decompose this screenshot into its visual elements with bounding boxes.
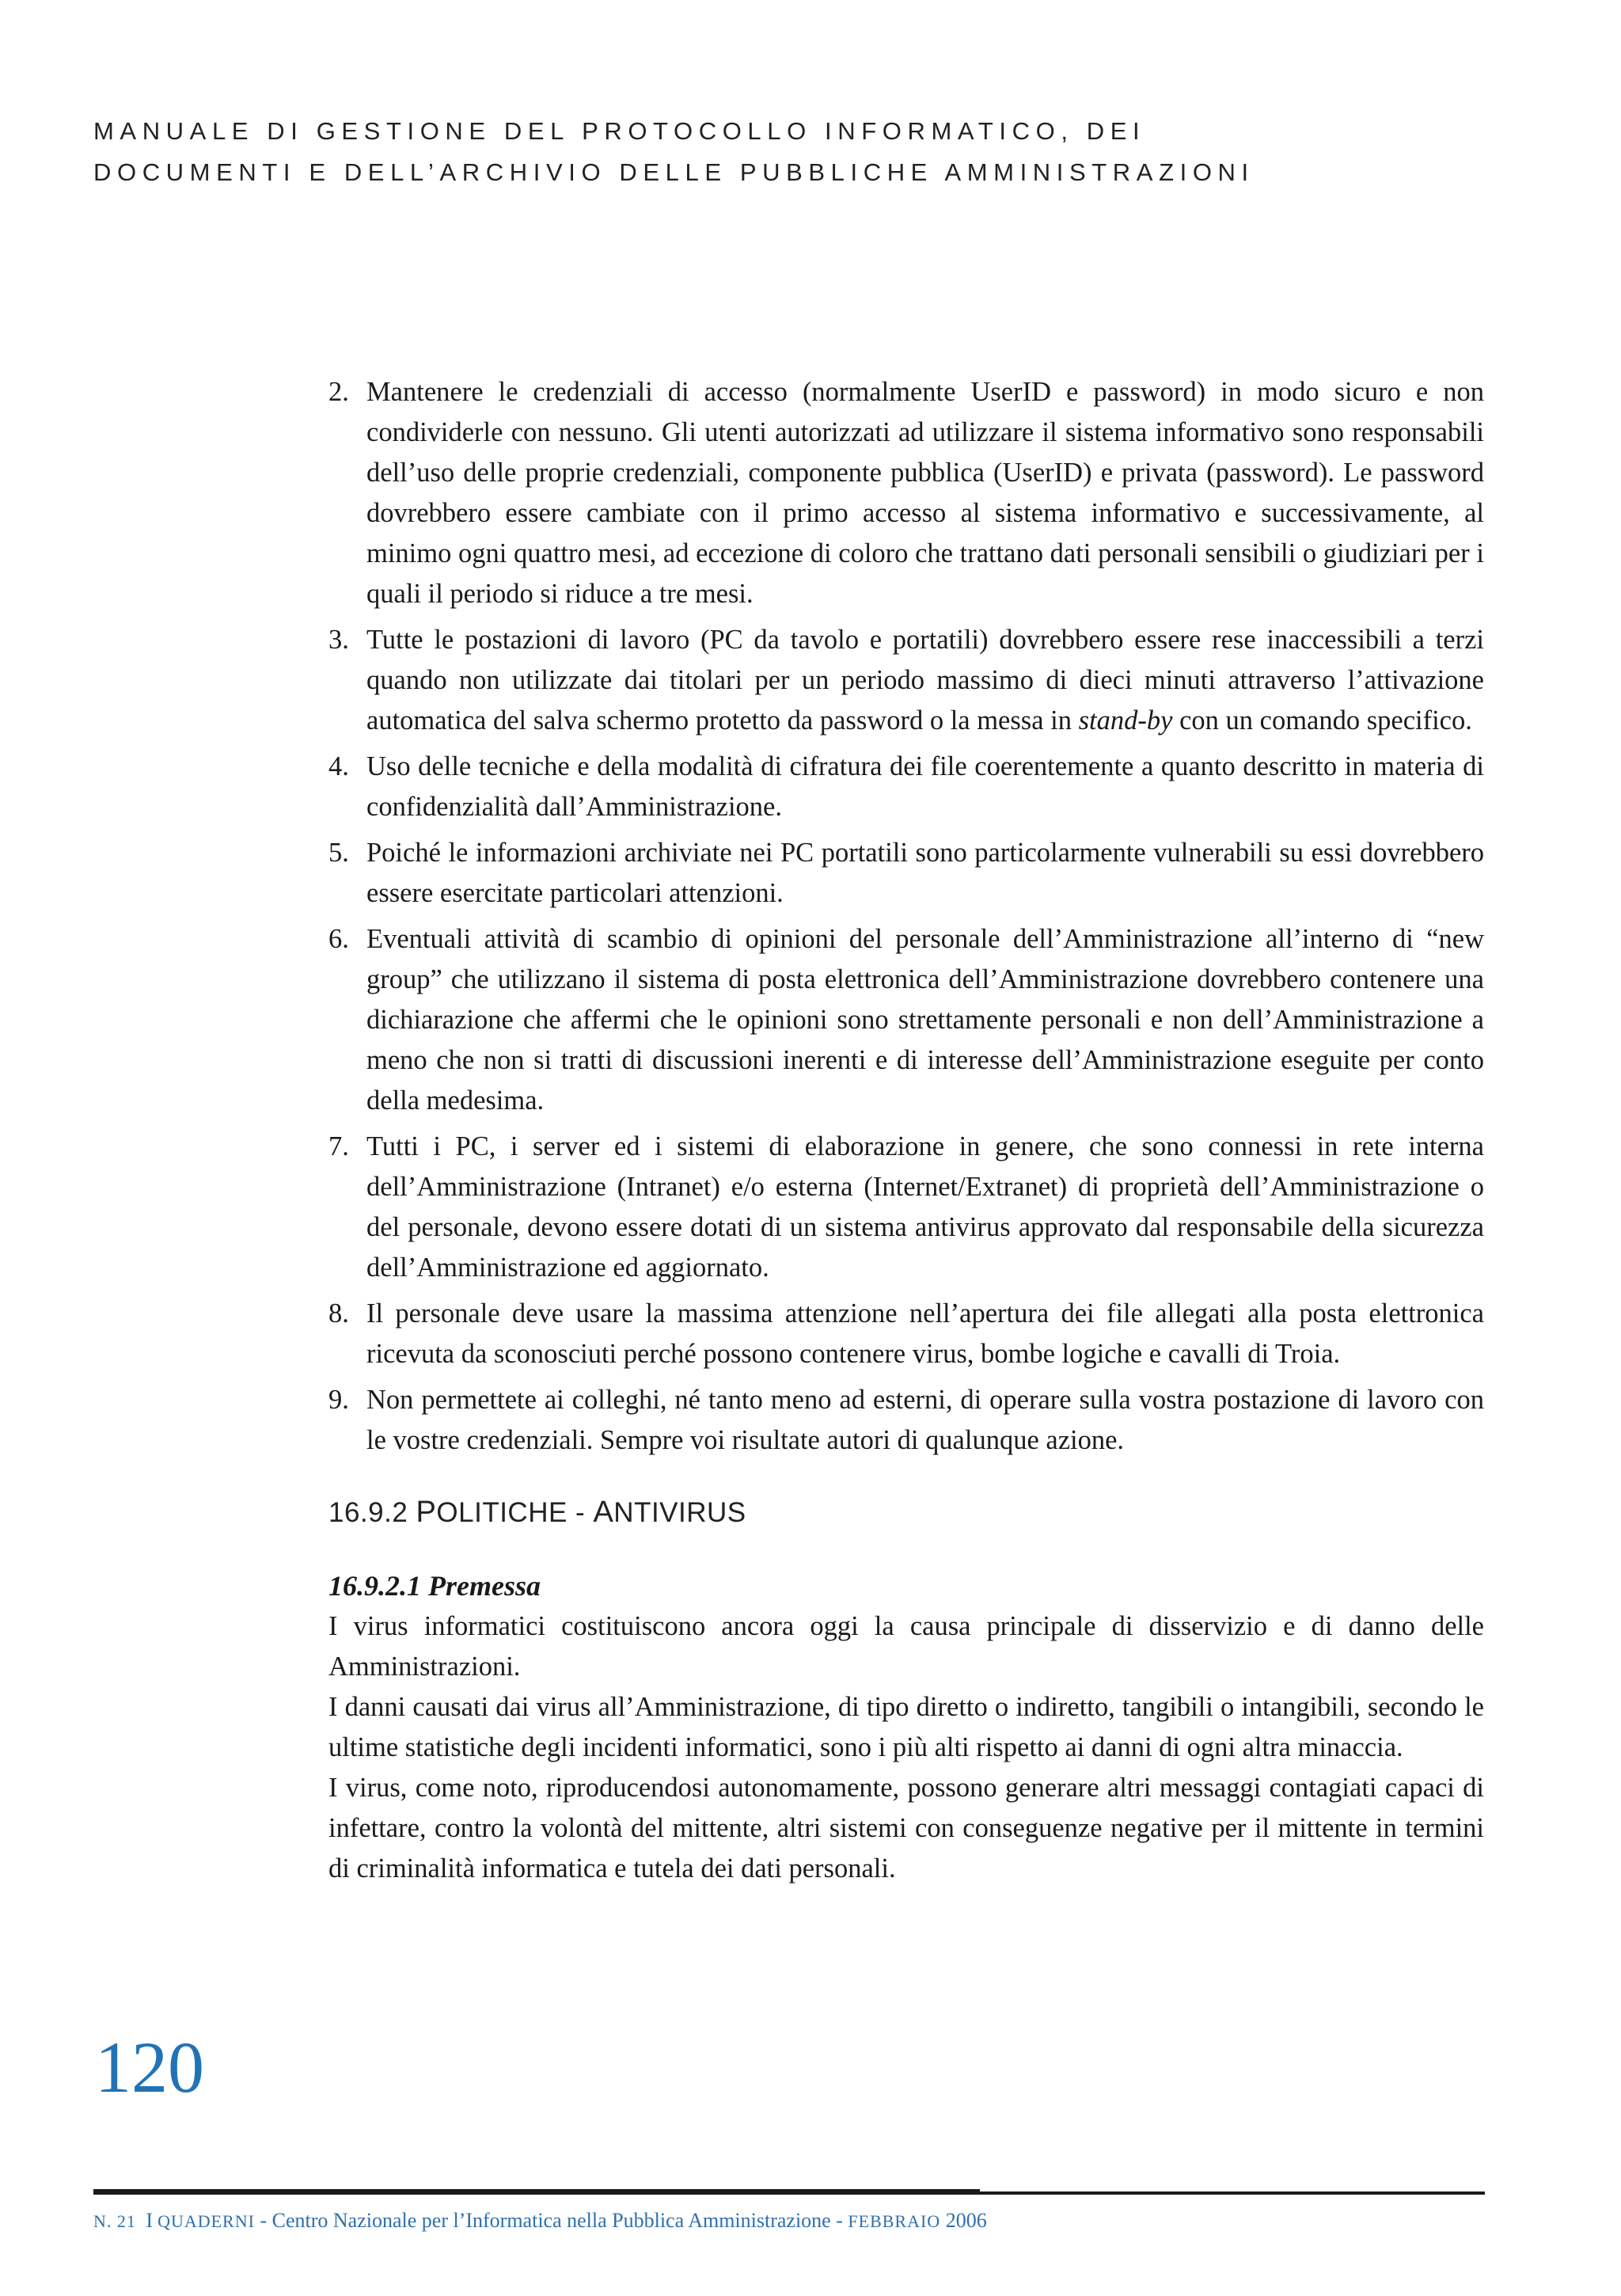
running-header <box>93 111 1502 193</box>
section-title-initial: A <box>593 1496 614 1529</box>
list-text: Tutte le postazioni di lavoro (PC da tavolo e portatili) dovrebbero essere rese inaccessibili a terzi quando non utilizzate dai titolari per un periodo massimo di dieci minuti attraverso l’attivazione automatica del salva schermo protetto da password o la messa in <box>366 625 1484 736</box>
footer-month: FEBBRAIO <box>848 2211 941 2231</box>
section-heading <box>328 1492 1484 1533</box>
list-number: 3. <box>328 625 349 655</box>
list-item <box>328 919 1484 1121</box>
footer-separator: I <box>146 2209 154 2232</box>
list-item <box>328 1294 1484 1374</box>
section-title-initial: P <box>416 1496 437 1529</box>
paragraph: I virus, come noto, riproducendosi autonomamente, possono generare altri messaggi contagiati capaci di infettare, contro la volontà del mittente, altri sistemi con conseguenze negative per il mittente in termini di criminalità informatica e tutela dei dati personali. <box>328 1773 1484 1884</box>
list-item <box>328 1127 1484 1288</box>
section-title-separator: - <box>567 1497 594 1528</box>
footer-dash: - <box>254 2209 272 2232</box>
list-text: Tutti i PC, i server ed i sistemi di elaborazione in genere, che sono connessi in rete interna dell’Amministrazione (Intranet) e/o esterna (Internet/Extranet) di proprietà dell’Amministrazione o del personale, devono essere dotati di un sistema antivirus approvato dal responsabile della sicurezza dell’Amministrazione ed aggiornato. <box>366 1131 1484 1283</box>
footer-org: Centro Nazionale per l’Informatica nella Pubblica Amministrazione <box>271 2209 831 2232</box>
section-title-rest: OLITICHE <box>436 1497 568 1528</box>
paragraph: I virus informatici costituiscono ancora oggi la causa principale di disservizio e di danno delle Amministrazioni. <box>328 1611 1484 1682</box>
page-number: 120 <box>95 2027 204 2108</box>
footer-rule <box>93 2191 1485 2195</box>
list-text: Il personale deve usare la massima attenzione nell’apertura dei file allegati alla posta elettronica ricevuta da sconosciuti perché possono contenere virus, bombe logiche e cavalli di Troia. <box>366 1298 1484 1369</box>
numbered-list <box>328 372 1484 1461</box>
list-text: Uso delle tecniche e della modalità di cifratura dei file coerentemente a quanto descritto in materia di confidenzialità dall’Amministrazione. <box>366 751 1484 822</box>
section-number: 16.9.2 <box>328 1497 408 1528</box>
list-number: 2. <box>328 377 349 407</box>
running-header-line-2: DOCUMENTI E DELL’ARCHIVIO DELLE PUBBLICHE AMMINISTRAZIONI <box>93 158 1255 186</box>
list-item <box>328 372 1484 614</box>
paragraph: I danni causati dai virus all’Amministrazione, di tipo diretto o indiretto, tangibili o intangibili, secondo le ultime statistiche degli incidenti informatici, sono i più alti rispetto ai danni di ogni altra minaccia. <box>328 1692 1484 1762</box>
list-text: Poiché le informazioni archiviate nei PC portatili sono particolarmente vulnerabili su essi dovrebbero essere esercitate particolari attenzioni. <box>366 838 1484 908</box>
footer-year: 2006 <box>945 2209 987 2232</box>
list-number: 7. <box>328 1131 349 1161</box>
list-number: 9. <box>328 1385 349 1415</box>
list-item <box>328 620 1484 741</box>
list-text-italic: stand-by <box>1078 705 1173 736</box>
list-number: 8. <box>328 1298 349 1329</box>
list-item <box>328 833 1484 914</box>
page-footer <box>93 2209 987 2233</box>
list-item <box>328 1380 1484 1461</box>
running-header-line-1: MANUALE DI GESTIONE DEL PROTOCOLLO INFORMATICO, DEI <box>93 117 1146 145</box>
main-content <box>328 372 1484 1889</box>
list-number: 5. <box>328 838 349 868</box>
list-number: 6. <box>328 924 349 954</box>
subsection-heading: 16.9.2.1 Premessa <box>328 1570 541 1602</box>
list-text: con un comando specifico. <box>1172 705 1472 736</box>
list-text: Eventuali attività di scambio di opinioni del personale dell’Amministrazione all’interno di “new group” che utilizzano il sistema di posta elettronica dell’Amministrazione dovrebbero contenere una dichiarazione che affermi che le opinioni sono strettamente personali e non dell’Amministrazione a meno che non si tratti di discussioni inerenti e di interesse dell’Amministrazione eseguite per conto della medesima. <box>366 924 1484 1116</box>
list-item <box>328 747 1484 827</box>
footer-dash: - <box>830 2209 848 2232</box>
footer-series: QUADERNI <box>158 2211 255 2231</box>
footer-issue: N. 21 <box>93 2211 136 2231</box>
list-number: 4. <box>328 751 349 781</box>
list-text: Non permettete ai colleghi, né tanto meno ad esterni, di operare sulla vostra postazione di lavoro con le vostre credenziali. Sempre voi risultate autori di qualunque azione. <box>366 1385 1484 1455</box>
list-text: Mantenere le credenziali di accesso (normalmente UserID e password) in modo sicuro e non condividerle con nessuno. Gli utenti autorizzati ad utilizzare il sistema informativo sono responsabili dell’uso delle proprie credenziali, componente pubblica (UserID) e privata (password). Le password dovrebbero essere cambiate con il primo accesso al sistema informativo e successivamente, al minimo ogni quattro mesi, ad eccezione di coloro che trattano dati personali sensibili o giudiziari per i quali il periodo si riduce a tre mesi. <box>366 377 1484 609</box>
section-title-rest: NTIVIRUS <box>613 1497 746 1528</box>
